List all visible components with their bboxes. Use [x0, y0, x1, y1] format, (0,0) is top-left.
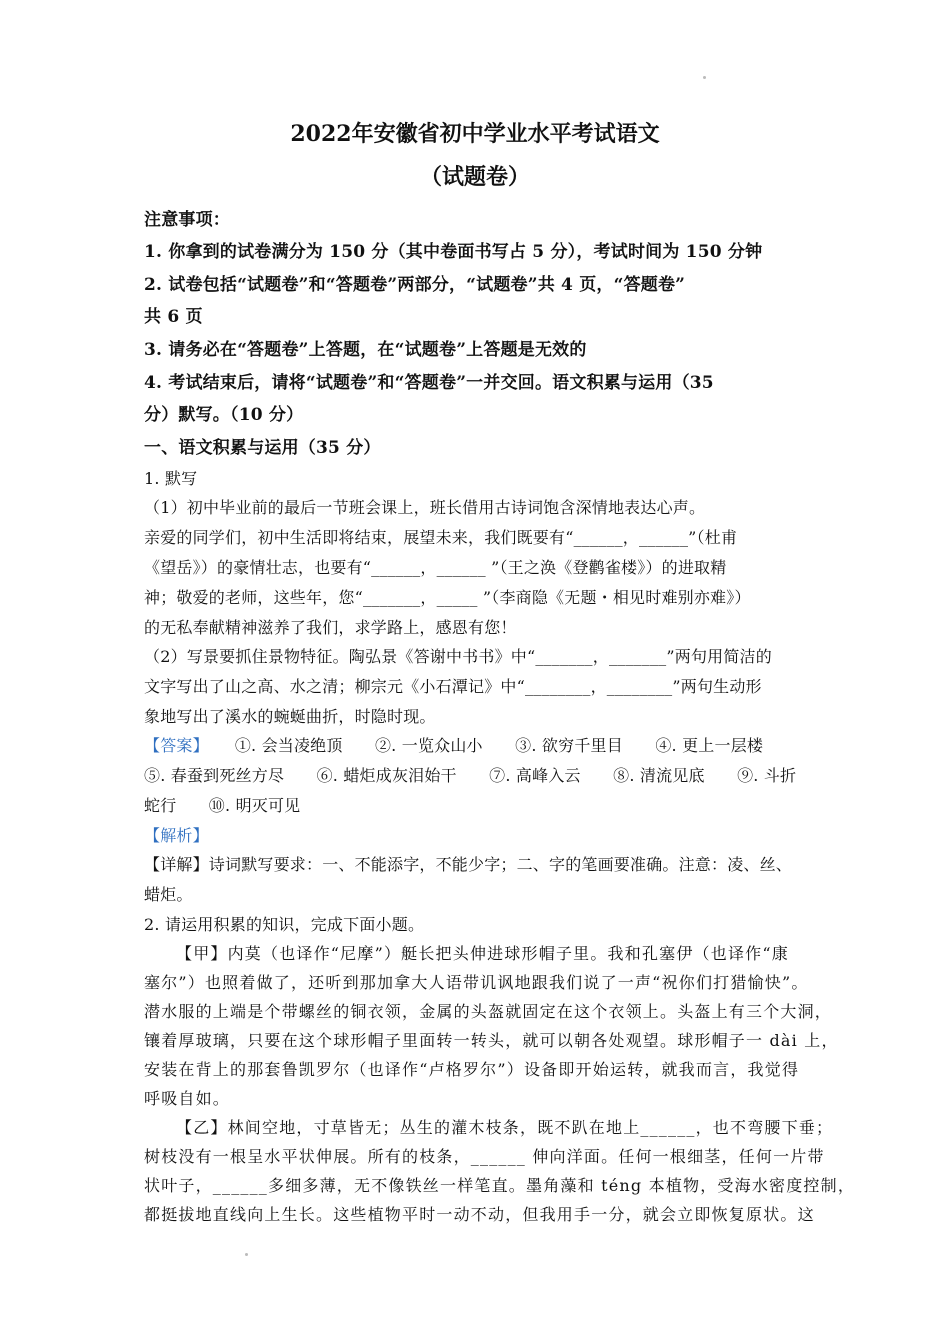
notice-item: 1. 你拿到的试卷满分为 150 分（其中卷面书写占 5 分），考试时间为 150 分钟 — [144, 242, 763, 262]
passage-jia-line: 潜水服的上端是个带螺丝的铜衣领，金属的头盔就固定在这个衣领上。头盔上有三个大洞， — [144, 1002, 833, 1021]
passage-yi-line: 状叶子，______多细多薄，无不像铁丝一样笔直。墨角藻和 téng 本植物，受海水密度控制， — [144, 1176, 856, 1195]
passage-jia-line: 镶着厚玻璃，只要在这个球形帽子里面转一转头，就可以朝各处观望。球形帽子一 dài 上， — [144, 1031, 839, 1050]
notice-item: 4. 考试结束后，请将“试题卷”和“答题卷”一并交回。语文积累与运用（35 — [144, 373, 714, 393]
page-subtitle: （试题卷） — [419, 164, 530, 190]
question-1-line: 象地写出了溪水的蜿蜒曲折，时隐时现。 — [144, 707, 436, 726]
section-heading: 一、语文积累与运用（35 分） — [144, 438, 381, 458]
answer-label: 【答案】 — [144, 736, 209, 755]
question-1-line: 《望岳》）的豪情壮志，也要有“______，______ ”（王之涣《登鹳雀楼》）的进取精 — [144, 558, 727, 577]
answer-line — [144, 733, 809, 756]
question-1-line: （2）写景要抓住景物特征。陶弘景《答谢中书书》中“_______，_______”两句用简洁的 — [144, 647, 772, 666]
question-1-line: 亲爱的同学们，初中生活即将结束，展望未来，我们既要有“______，______”（杜甫 — [144, 528, 738, 547]
question-1-title: 1. 默写 — [144, 469, 198, 488]
passage-yi-line: 【乙】林间空地，寸草皆无；丛生的灌木枝条，既不趴在地上______，也不弯腰下垂； — [176, 1118, 834, 1137]
notice-item: 3. 请务必在“答题卷”上答题，在“试题卷”上答题是无效的 — [144, 340, 587, 360]
passage-yi-line: 都挺拔地直线向上生长。这些植物平时一动不动，但我用手一分，就会立即恢复原状。这 — [144, 1205, 815, 1224]
question-1-line: 文字写出了山之高、水之清；柳宗元《小石潭记》中“________，________”两句生动形 — [144, 677, 762, 696]
answer-text: ①. 会当凌绝顶 ②. 一览众山小 ③. 欲穷千里目 ④. 更上一层楼 — [234, 736, 764, 755]
detail-line: 蜡炬。 — [144, 885, 193, 904]
question-1-line: 的无私奉献精神滋养了我们，求学路上，感恩有您！ — [144, 618, 517, 637]
scan-speck — [245, 1253, 248, 1256]
notice-heading: 注意事项： — [144, 210, 230, 230]
answer-line: ⑤. 春蚕到死丝方尽 ⑥. 蜡炬成灰泪始干 ⑦. 高峰入云 ⑧. 清流见底 ⑨. 斗折 — [144, 766, 797, 785]
passage-jia-line: 呼吸自如。 — [144, 1089, 231, 1108]
scan-speck — [703, 76, 706, 79]
answer-line: 蛇行 ⑩. 明灭可见 — [144, 796, 301, 815]
page-title: 2022年安徽省初中学业水平考试语文 — [290, 121, 660, 147]
passage-jia-line: 【甲】内莫（也译作“尼摩”）艇长把头伸进球形帽子里。我和孔塞伊（也译作“康 — [176, 944, 789, 963]
passage-jia-line: 塞尔”）也照着做了，还听到那加拿大人语带讥讽地跟我们说了一声“祝你们打猎愉快”。 — [144, 973, 809, 992]
passage-yi-line: 树枝没有一根呈水平状伸展。所有的枝条，______ 伸向洋面。任何一根细茎，任何一片带 — [144, 1147, 825, 1166]
analysis-label: 【解析】 — [144, 826, 209, 845]
question-1-line: 神；敬爱的老师，这些年，您“_______，_____ ”（李商隐《无题・相见时难别亦难》） — [144, 588, 751, 607]
notice-item: 共 6 页 — [144, 307, 203, 327]
notice-item: 分）默写。（10 分） — [144, 405, 304, 425]
detail-line: 【详解】诗词默写要求：一、不能添字，不能少字；二、字的笔画要准确。注意：凌、丝、 — [144, 855, 793, 874]
question-1-line: （1）初中毕业前的最后一节班会课上，班长借用古诗词饱含深情地表达心声。 — [144, 498, 706, 517]
notice-item: 2. 试卷包括“试题卷”和“答题卷”两部分，“试题卷”共 4 页，“答题卷” — [144, 275, 686, 295]
passage-jia-line: 安装在背上的那套鲁凯罗尔（也译作“卢格罗尔”）设备即开始运转，就我而言，我觉得 — [144, 1060, 800, 1079]
question-2-title: 2. 请运用积累的知识，完成下面小题。 — [144, 915, 425, 934]
